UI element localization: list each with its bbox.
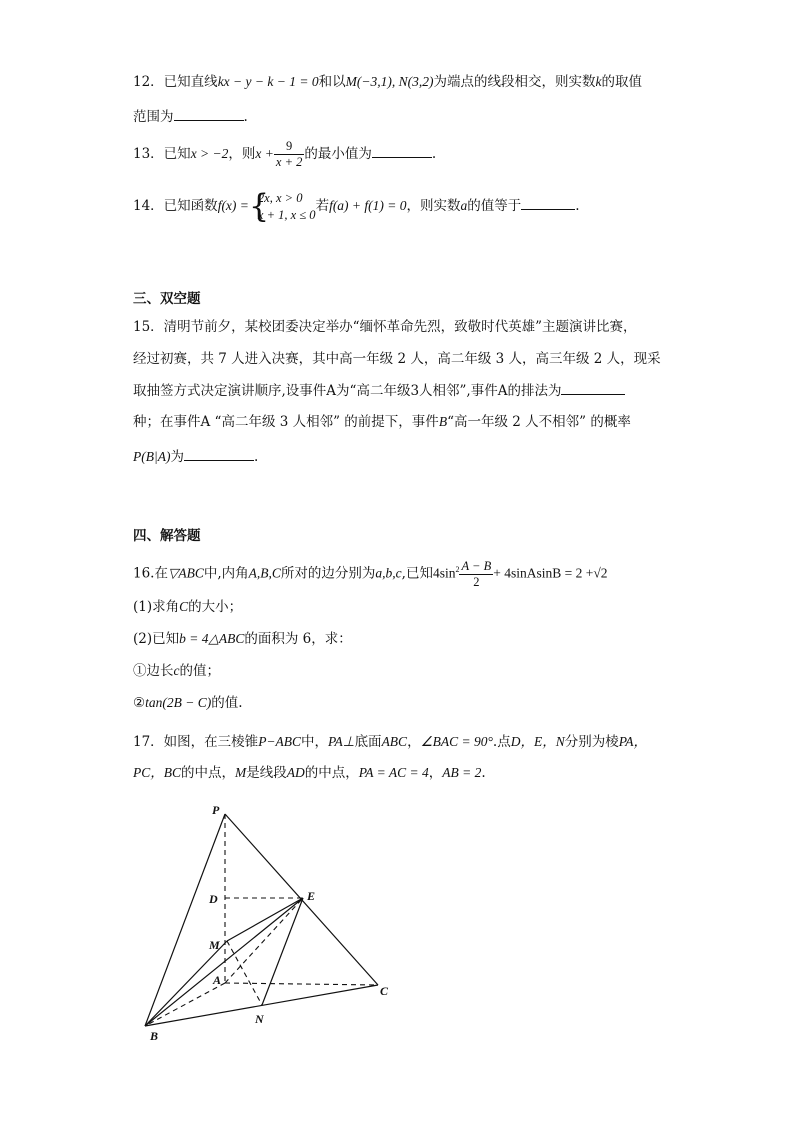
q14-text-tail: ，则实数	[406, 198, 461, 214]
q17-line1	[133, 732, 647, 752]
q17-text-f: 分别为棱	[564, 734, 619, 750]
edge-me	[227, 898, 303, 941]
q17-edges: PC，BC	[133, 765, 182, 780]
label-m: M	[209, 938, 220, 952]
q13-condition: x > −2	[190, 146, 229, 161]
label-b: B	[150, 1029, 159, 1043]
q17-text-2c: 是线段	[246, 765, 287, 781]
q12-var-k: k	[595, 74, 602, 89]
q14-text: 14．已知函数	[133, 198, 218, 214]
q17-period: .	[481, 765, 486, 781]
q12-text-mid: 和以	[318, 74, 346, 90]
q13-expr: x +	[255, 146, 274, 161]
edge-mn-hidden	[227, 941, 262, 1005]
q16-frac-den: 2	[473, 574, 480, 589]
q13-text-tail: 的最小值为	[304, 146, 372, 162]
q12-text: 12．已知直线	[133, 74, 218, 90]
q12-period: .	[243, 109, 248, 125]
q16-part2-tail: 的面积为 6，求：	[244, 631, 352, 647]
q16-angles: A,B,C	[248, 565, 281, 581]
q16-frac-num: A − B	[461, 558, 492, 573]
q15-line3	[133, 380, 625, 401]
q16-tan: tan(2B − C)	[145, 695, 212, 710]
edge-ac-hidden	[225, 983, 378, 985]
q15-line1	[133, 317, 636, 337]
q15-text1: 15．清明节前夕，某校团委决定举办“缅怀革命先烈，致敬时代英雄”主题演讲比赛，	[133, 319, 637, 335]
q16-sub1-text: ①边长	[133, 663, 174, 679]
q13-answer-blank[interactable]	[372, 143, 432, 158]
q15-text3: 取抽签方式决定演讲顺序,设事件A为“高二年级3人相邻”,事件A的排法为	[133, 383, 562, 399]
q16-sqrt: √2	[593, 565, 608, 581]
q14-function: f(x) =	[217, 198, 249, 213]
q13-fraction	[274, 139, 304, 170]
q12-line2	[133, 106, 248, 127]
q15-answer-blank1[interactable]	[561, 380, 625, 395]
q16-sub2-tail: 的值.	[211, 695, 243, 711]
q12-line-equation: kx − y − k − 1 = 0	[217, 74, 319, 89]
q13-frac-num: 9	[274, 139, 304, 155]
q17-perp: PA⊥	[328, 734, 355, 749]
q16-var-c2: c	[173, 663, 180, 678]
q17-condition: PA = AC = 4	[358, 765, 429, 780]
q15-text2: 经过初赛，共 7 人进入决赛，其中高一年级 2 人，高二年级 3 人，高三年级 2 人，现采	[133, 351, 661, 367]
q12-text-tail2: 的取值	[601, 74, 642, 90]
q12-text-tail: 为端点的线段相交，则实数	[433, 74, 596, 90]
q14-text-tail2: 的值等于	[467, 198, 522, 214]
q16-sin-prefix: 4sin	[432, 565, 456, 581]
q15-line2	[133, 349, 661, 369]
q14-answer-blank[interactable]	[521, 195, 575, 210]
q16-part1-tail: 的大小；	[188, 599, 243, 615]
q17-text-d: ，	[407, 734, 421, 750]
q16-b-value: b = 4	[179, 631, 209, 646]
q14-brace: {	[248, 186, 270, 225]
q12-points: M(−3,1), N(3,2)	[345, 74, 434, 89]
q16-sub1-tail: 的值；	[179, 663, 220, 679]
q15-period: .	[253, 449, 259, 465]
q12-range-label: 范围为	[133, 109, 174, 125]
q15-text4-tail: “高一年级 2 人不相邻” 的概率	[447, 414, 631, 430]
q16-triangle: ▽ABC	[167, 565, 204, 581]
q16-var-c: C	[179, 599, 189, 614]
q14-text-mid: 若	[315, 198, 330, 214]
q16-part1-text: (1)求角	[133, 599, 180, 615]
q17-angle: ∠BAC = 90°	[420, 734, 493, 749]
q15-text5: 为	[170, 449, 184, 465]
q17-pyramid: P−ABC	[258, 734, 302, 749]
q14-case1: 2x, x > 0	[257, 190, 303, 205]
q17-base: ABC	[381, 734, 408, 749]
q13-frac-den: x + 2	[275, 155, 303, 169]
q16-triangle2: △ABC	[208, 631, 245, 646]
q17-edge-pa: PA，	[618, 734, 647, 749]
q16-part2-text: (2)已知	[133, 631, 180, 647]
q17-point-m: M	[235, 765, 247, 780]
section-heading-3: 三、双空题	[133, 291, 201, 307]
q16-text: 16.在	[133, 565, 168, 582]
q17-text-e: .点	[492, 734, 511, 750]
q14-equation: f(a) + f(1) = 0	[329, 198, 407, 213]
q14-case2: x + 1, x ≤ 0	[257, 207, 316, 222]
q16-line1	[133, 553, 608, 591]
q16-text-a1: 中,内角	[203, 565, 249, 582]
q16-sub2	[133, 693, 243, 713]
q12-line1	[133, 72, 642, 92]
q13-line	[133, 137, 436, 171]
q15-line5	[133, 446, 258, 467]
q16-sub2-text: ②	[133, 695, 146, 711]
q14-period: .	[575, 198, 580, 214]
q17-text-2e: ，	[428, 765, 443, 781]
q16-sin-suffix: + 4sinAsinB = 2 +	[493, 565, 594, 581]
q17-text-2b: 的中点，	[181, 765, 236, 781]
q13-period: .	[431, 146, 437, 162]
q13-text: 13．已知	[133, 146, 191, 162]
q13-text-mid: ，则	[228, 146, 256, 162]
q16-square: 2	[455, 565, 460, 574]
q15-event-b: B	[438, 414, 448, 429]
q17-segment-ad: AD	[286, 765, 305, 780]
section-heading-4: 四、解答题	[133, 528, 201, 544]
q17-text: 17．如图，在三棱锥	[133, 734, 259, 750]
q14-piecewise	[248, 186, 316, 225]
edge-ae-hidden	[225, 898, 303, 983]
q17-line2	[133, 763, 486, 783]
q16-part2	[133, 629, 352, 649]
q15-line4	[133, 412, 631, 432]
q17-text-2d: 的中点，	[304, 765, 359, 781]
q17-text-c: 底面	[354, 734, 382, 750]
pyramid-figure	[130, 800, 400, 1050]
q12-answer-blank[interactable]	[174, 106, 244, 121]
q14-var-a: a	[460, 198, 468, 213]
q16-text-a3: ,已知	[401, 565, 433, 582]
label-c: C	[380, 984, 389, 998]
q14-line	[133, 186, 580, 226]
q17-ab: AB = 2	[442, 765, 482, 780]
q17-points: D，E，N	[510, 734, 565, 749]
q16-sides: a,b,c	[375, 565, 402, 581]
q16-sub1	[133, 661, 220, 681]
label-a: A	[213, 973, 222, 987]
label-p: P	[212, 803, 220, 817]
label-d: D	[209, 892, 218, 906]
q15-probability: P(B|A)	[133, 449, 171, 464]
q15-text4: 种；在事件A “高二年级 3 人相邻” 的前提下，事件	[133, 414, 439, 430]
q17-text-b: 中，	[301, 734, 329, 750]
label-e: E	[307, 889, 316, 903]
q15-answer-blank2[interactable]	[184, 446, 254, 461]
label-n: N	[255, 1012, 264, 1026]
q16-text-a2: 所对的边分别为	[280, 565, 376, 582]
q16-part1	[133, 597, 242, 617]
q16-fraction	[459, 559, 493, 590]
